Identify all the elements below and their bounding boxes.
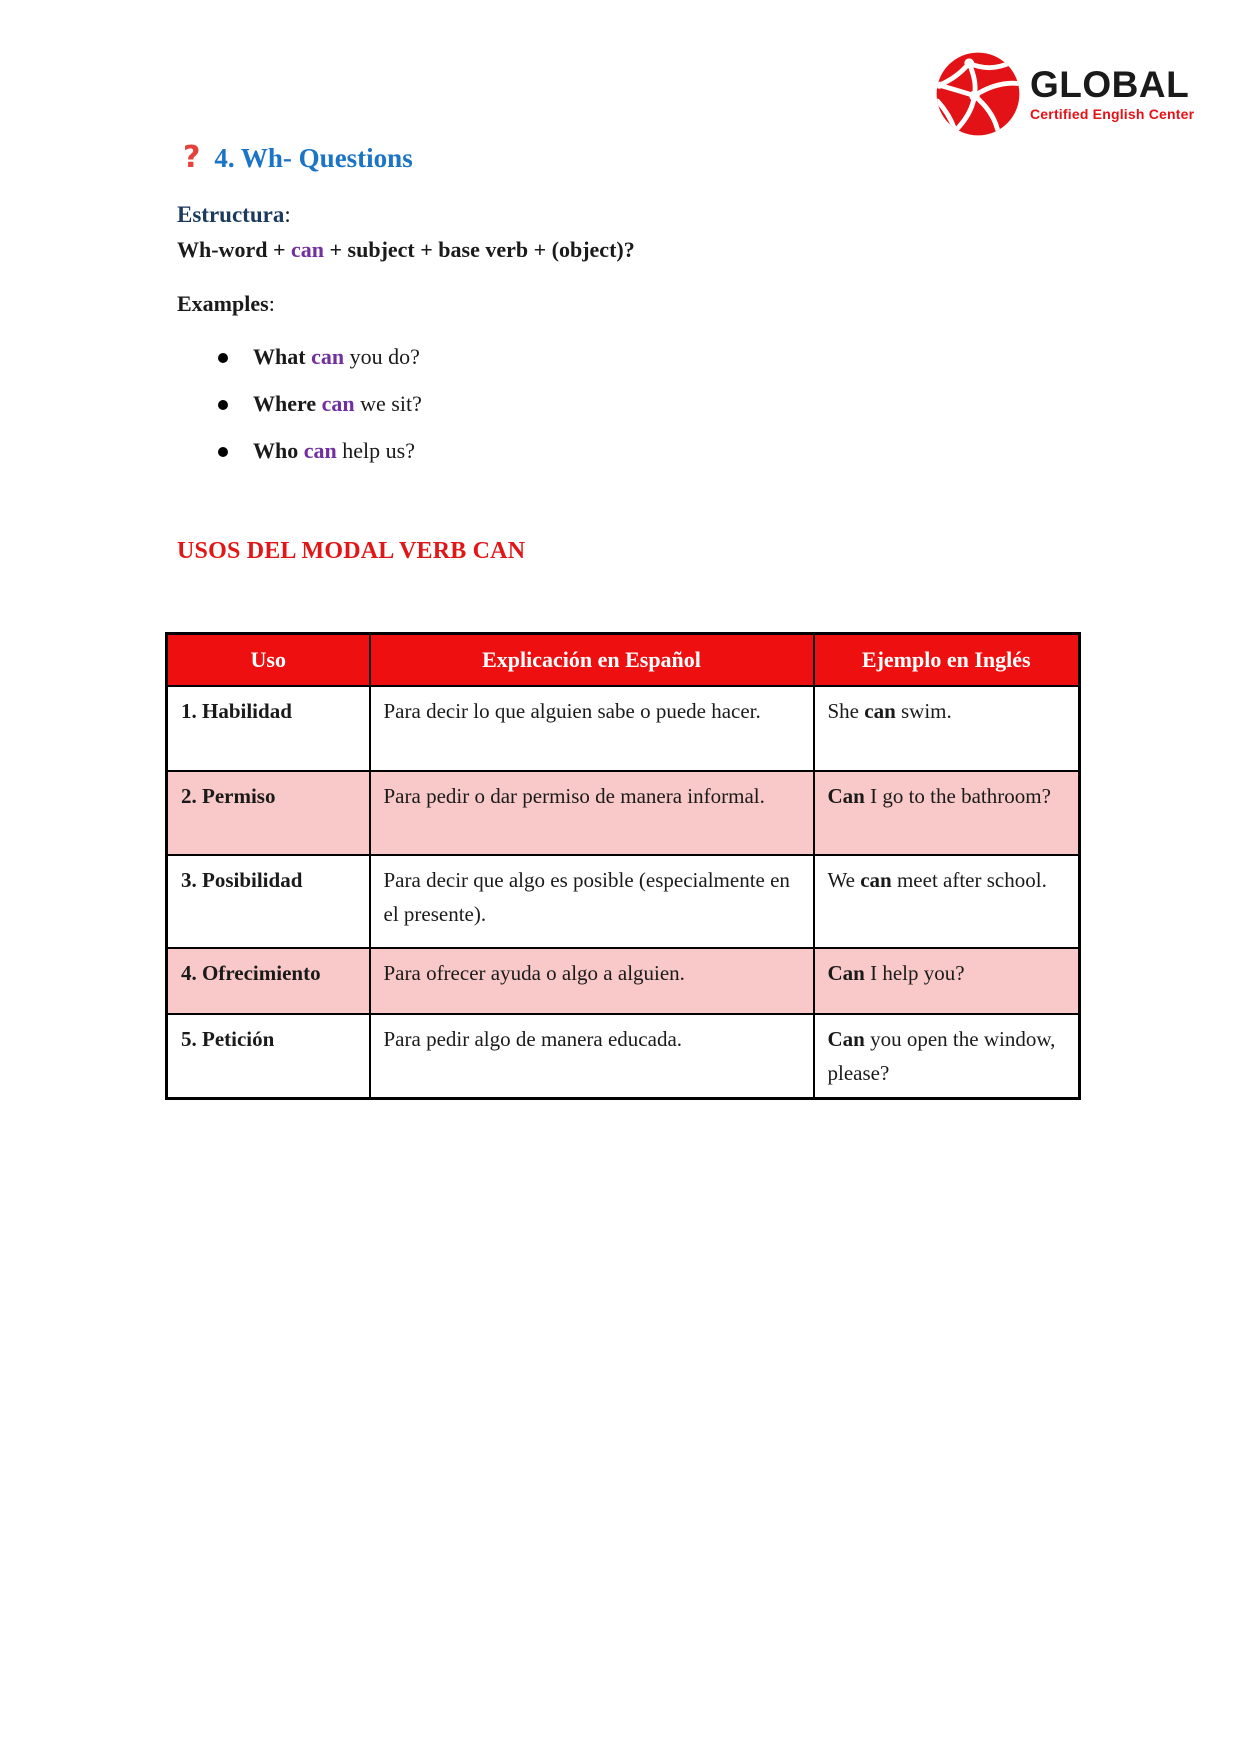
examples-list: [177, 343, 1107, 465]
table-row: [167, 1014, 1080, 1099]
column-header-uso: Uso: [167, 634, 370, 686]
estructura-colon: :: [284, 202, 291, 227]
example-rest: help us?: [336, 438, 415, 463]
bullet-icon: [218, 400, 228, 410]
formula-can: can: [291, 237, 324, 262]
table-row: [167, 686, 1080, 771]
uso-cell: 3. Posibilidad: [167, 855, 370, 948]
ejemplo-cell: [814, 1014, 1080, 1099]
ejemplo-post: I help you?: [864, 960, 965, 985]
explicacion-cell: Para decir lo que alguien sabe o puede hacer.: [370, 686, 814, 771]
ejemplo-can: Can: [827, 783, 865, 808]
examples-colon: :: [268, 291, 275, 316]
example-rest: you do?: [344, 344, 420, 369]
table-row: [167, 855, 1080, 948]
example-rest: we sit?: [354, 391, 422, 416]
example-wh-word: Who: [253, 438, 304, 463]
list-item: [177, 437, 1107, 465]
estructura-word: Estructura: [177, 202, 285, 227]
logo-name: GLOBAL: [1030, 64, 1190, 105]
table-row: [167, 948, 1080, 1014]
estructura-label: [177, 201, 1107, 229]
ejemplo-post: I go to the bathroom?: [864, 783, 1051, 808]
list-item: [177, 343, 1107, 371]
ejemplo-cell: [814, 686, 1080, 771]
uso-cell: 4. Ofrecimiento: [167, 948, 370, 1014]
page-title-text: 4. Wh- Questions: [214, 143, 413, 173]
ejemplo-cell: [814, 948, 1080, 1014]
explicacion-cell: Para decir que algo es posible (especialmente en el presente).: [370, 855, 814, 948]
formula-pre: Wh-word +: [177, 237, 291, 262]
ejemplo-can: Can: [827, 1026, 865, 1051]
list-item: [177, 390, 1107, 418]
uso-cell: 2. Permiso: [167, 771, 370, 855]
examples-word: Examples: [177, 291, 269, 316]
question-mark-icon: ?: [183, 140, 201, 175]
table-row: [167, 771, 1080, 855]
uso-cell: 1. Habilidad: [167, 686, 370, 771]
ejemplo-post: swim.: [895, 698, 952, 723]
logo-tagline: Certified English Center: [1030, 106, 1195, 122]
explicacion-cell: Para ofrecer ayuda o algo a alguien.: [370, 948, 814, 1014]
example-can: can: [303, 438, 337, 463]
page-title: [177, 141, 1107, 175]
ejemplo-can: can: [860, 867, 892, 892]
example-wh-word: Where: [253, 391, 322, 416]
uses-of-can-table: [165, 632, 1081, 1100]
ejemplo-cell: [814, 855, 1080, 948]
section-heading: USOS DEL MODAL VERB CAN: [177, 538, 526, 564]
ejemplo-post: meet after school.: [891, 867, 1047, 892]
examples-label: [177, 290, 1107, 318]
ejemplo-cell: [814, 771, 1080, 855]
formula-post: + subject + base verb + (object)?: [324, 237, 635, 262]
column-header-explicacion: Explicación en Español: [370, 634, 814, 686]
ejemplo-post: you open the window, please?: [827, 1026, 1056, 1085]
bullet-icon: [218, 447, 228, 457]
column-header-ejemplo: Ejemplo en Inglés: [814, 634, 1080, 686]
explicacion-cell: Para pedir o dar permiso de manera informal.: [370, 771, 814, 855]
example-can: can: [321, 391, 355, 416]
uso-cell: 5. Petición: [167, 1014, 370, 1099]
table-header-row: [167, 634, 1080, 686]
example-can: can: [311, 344, 345, 369]
ejemplo-can: can: [864, 698, 896, 723]
ejemplo-can: Can: [827, 960, 865, 985]
document-content: [177, 0, 1107, 1100]
ejemplo-pre: She: [827, 698, 865, 723]
formula-line: [177, 236, 1107, 264]
explicacion-cell: Para pedir algo de manera educada.: [370, 1014, 814, 1099]
bullet-icon: [218, 353, 228, 363]
example-wh-word: What: [253, 344, 312, 369]
ejemplo-pre: We: [827, 867, 861, 892]
